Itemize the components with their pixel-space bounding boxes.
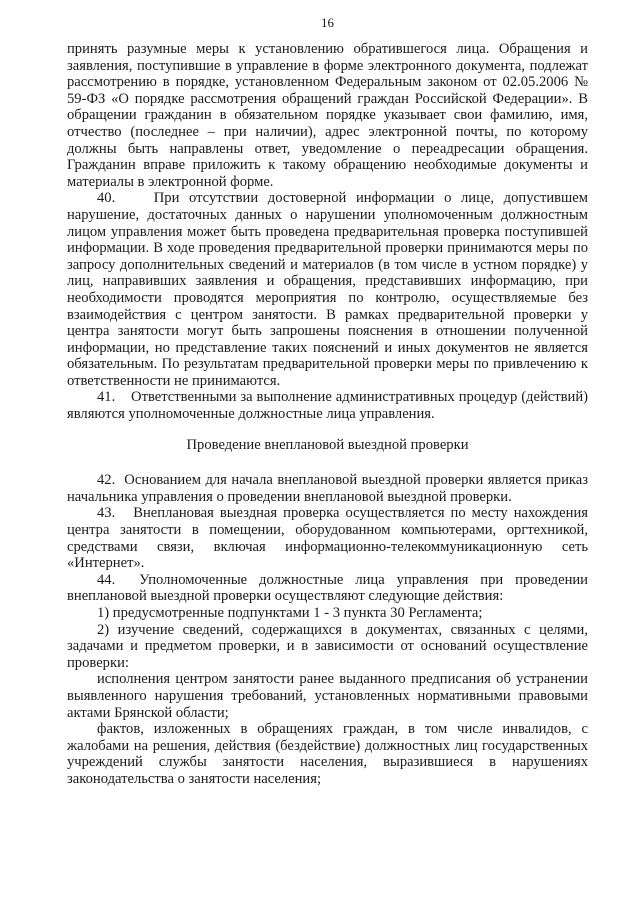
paragraph-44: 44. Уполномоченные должностные лица управления при проведении внеплановой выездной проверки осуществляют следующие действия: [67, 571, 588, 605]
paragraph-42: 42. Основанием для начала внеплановой выездной проверки является приказ начальника управления о проведении внеплановой выездной проверки. [67, 472, 588, 505]
paragraph-43: 43. Внеплановая выездная проверка осуществляется по месту нахождения центра занятости в помещении, оборудованном компьютерами, оргтехникой, средствами связи, включая информационно-телекоммуникационную сеть «Интернет». [67, 505, 588, 572]
paragraph-40: 40. При отсутствии достоверной информации о лице, допустившем нарушение, достаточных данных о нарушении уполномоченным должностным лицом управления может быть проведена предварительная проверка поступившей информации. В ходе проведения предварительной проверки принимаются меры по запросу дополнительных сведений и материалов (в том числе в устном порядке) у лиц, направивших заявления и обращения, представивших информацию, при необходимости проводятся мероприятия по контролю, осуществляемые без взаимодействия с центром занятости. В рамках предварительной проверки у центра занятости могут быть запрошены пояснения в отношении полученной информации, но представление таких пояснений и иных документов не является обязательным. По результатам предварительной проверки меры по привлечению к ответственности не принимаются. [67, 190, 588, 389]
list-subitem-facts: фактов, изложенных в обращениях граждан, в том числе инвалидов, с жалобами на решения, действия (бездействие) должностных лиц государственных учреждений службы занятости населения, выразившиеся в нарушениях законодательства о занятости населения; [67, 721, 588, 787]
list-item-2: 2) изучение сведений, содержащихся в документах, связанных с целями, задачами и предметом проверки, и в зависимости от оснований осуществление проверки: [67, 621, 588, 671]
page-number: 16 [321, 15, 334, 30]
list-item-1: 1) предусмотренные подпунктами 1 - 3 пункта 30 Регламента; [97, 605, 483, 621]
section-heading: Проведение внеплановой выездной проверки [186, 436, 469, 453]
list-subitem-prescription: исполнения центром занятости ранее выданного предписания об устранении выявленного нарушения требований, установленных нормативными правовыми актами Брянской области; [67, 671, 588, 721]
paragraph-continuation: принять разумные меры к установлению обратившегося лица. Обращения и заявления, поступившие в управление в форме электронного документа, подлежат рассмотрению в порядке, установленном Федеральным законом от 02.05.2006 № 59-ФЗ «О порядке рассмотрения обращений граждан Российской Федерации». В обращении гражданин в обязательном порядке указывает свои фамилию, имя, отчество (последнее – при наличии), адрес электронной почты, по которому должны быть направлены ответ, уведомление о переадресации обращения. Гражданин вправе приложить к такому обращению необходимые документы и материалы в электронной форме. [67, 41, 588, 190]
paragraph-41: 41. Ответственными за выполнение административных процедур (действий) являются уполномоченные должностные лица управления. [67, 389, 588, 423]
